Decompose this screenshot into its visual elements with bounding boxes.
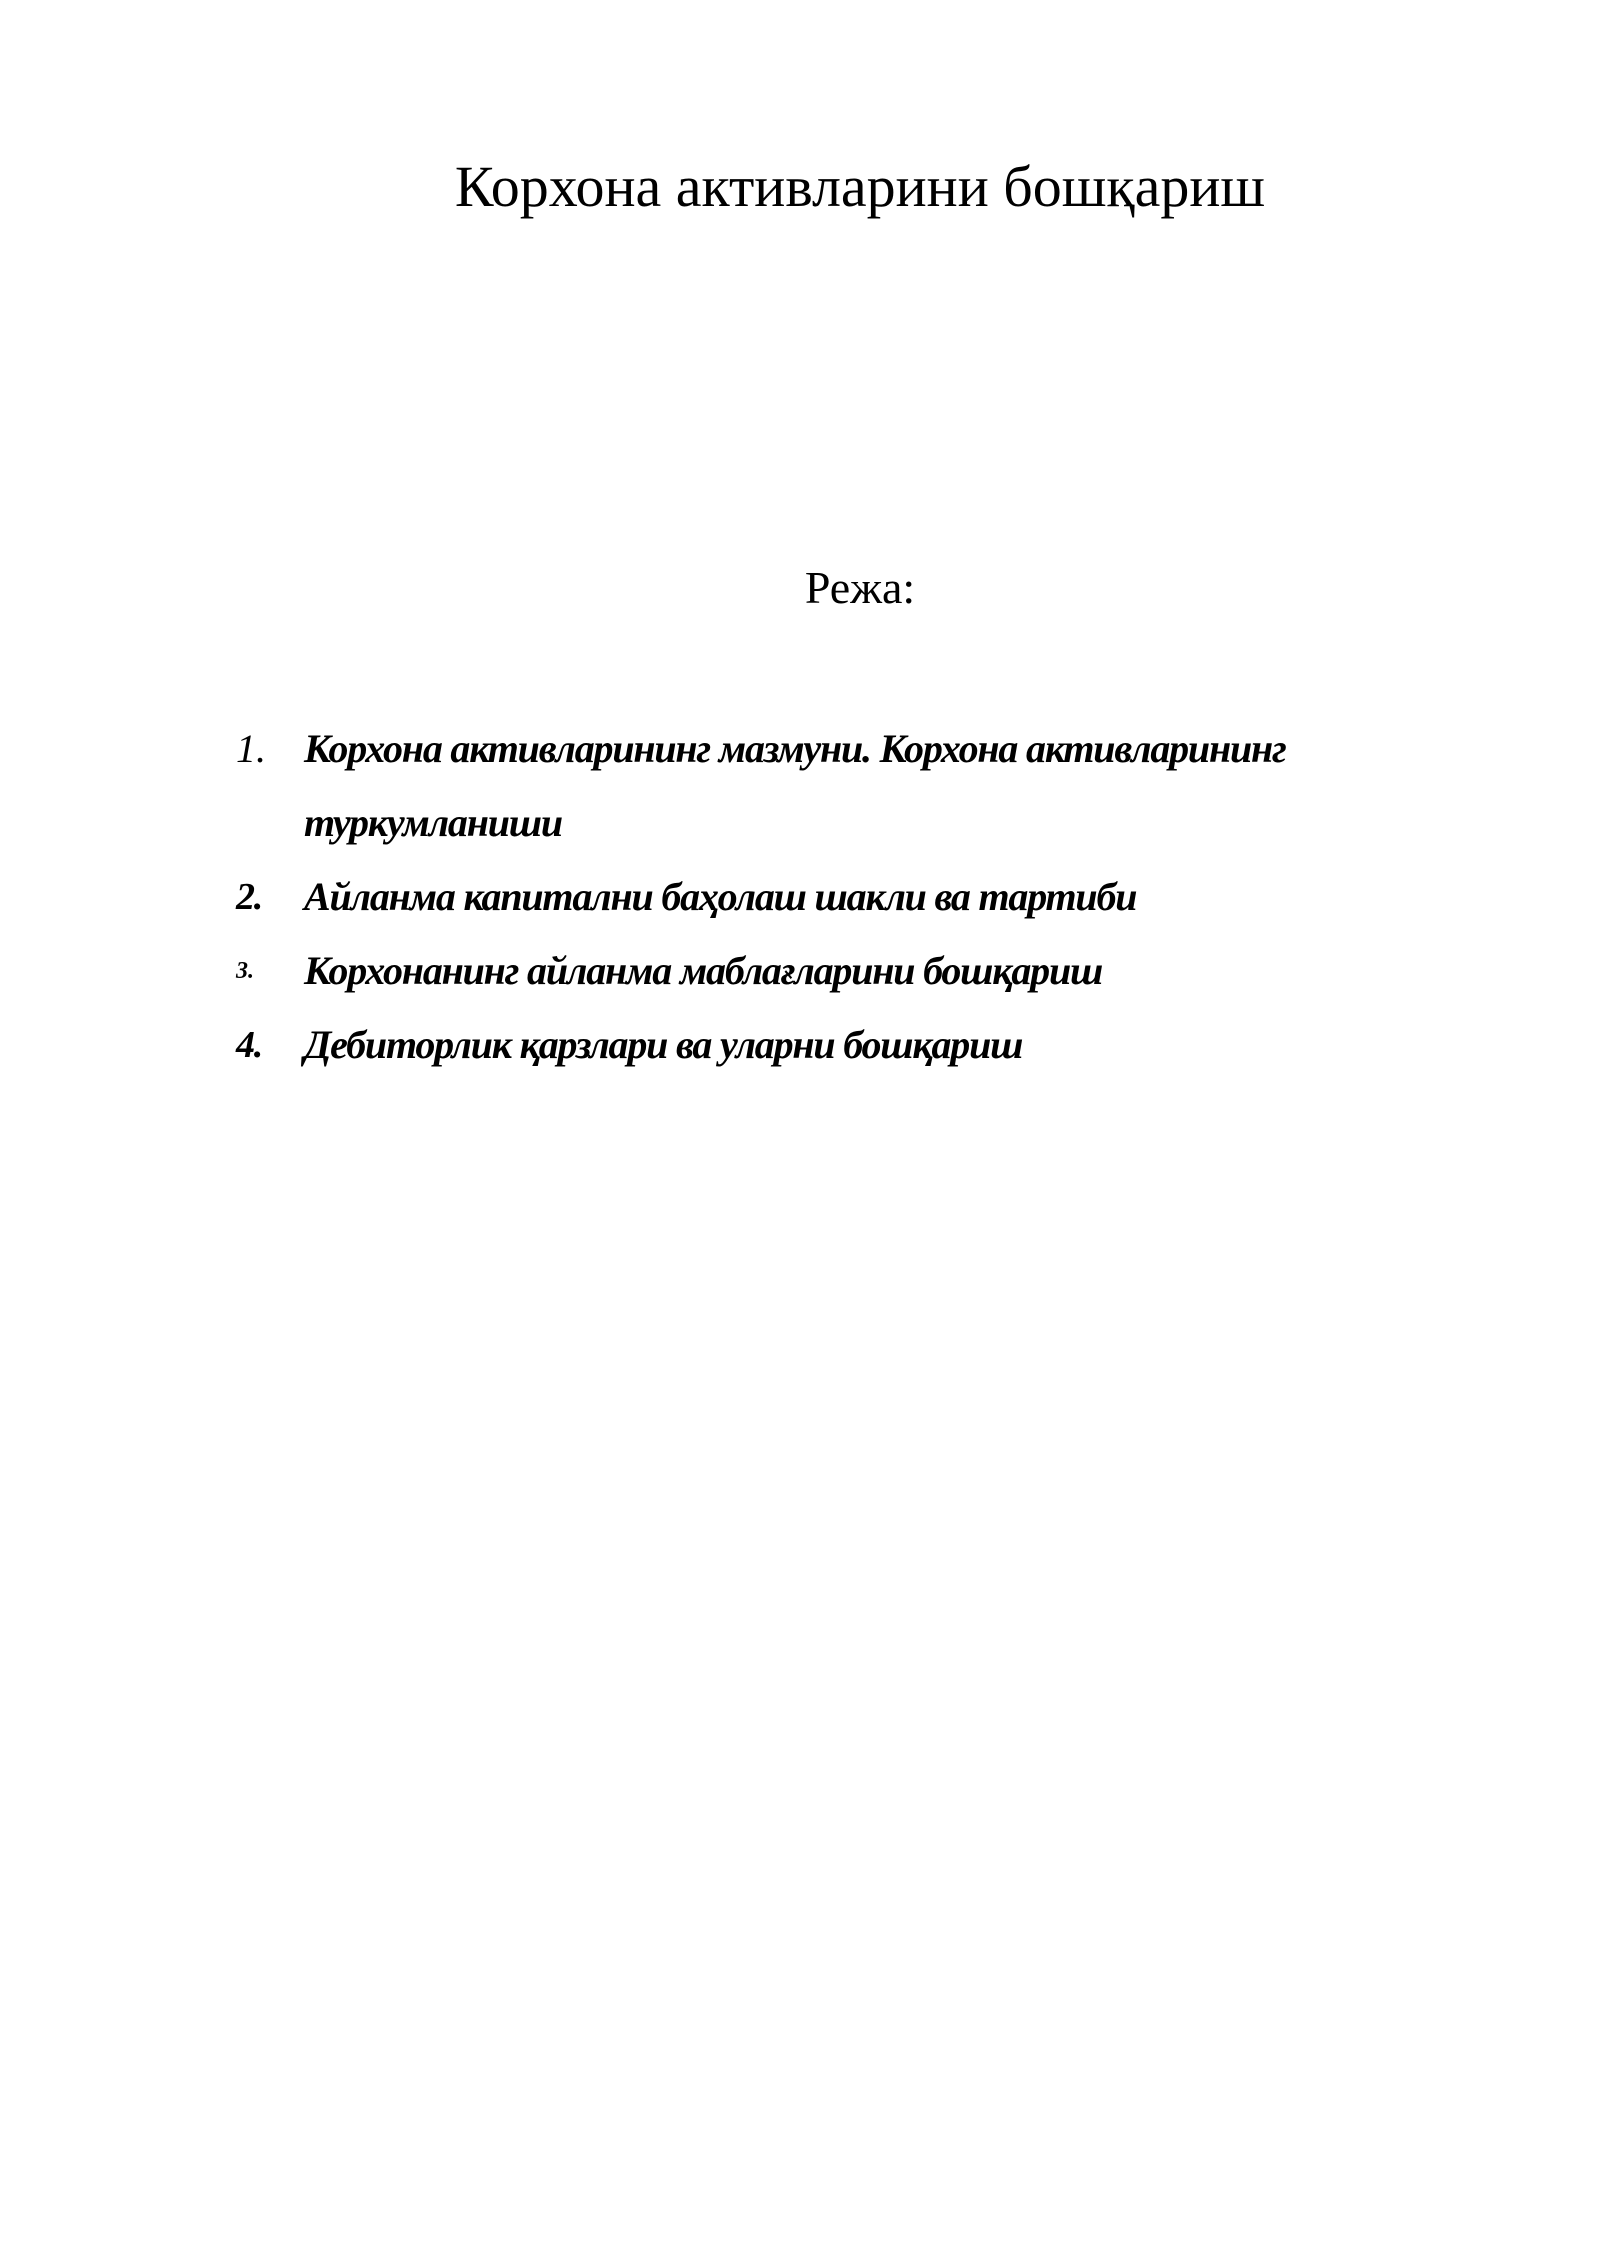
plan-item-number: 1. [236,726,266,771]
plan-list [236,712,1466,1082]
plan-item-2 [236,860,1466,934]
plan-item-number: 2. [236,876,263,918]
plan-item-1 [236,712,1466,860]
plan-item-text: Корхонанинг айланма маблағларини бошқариш [304,948,1103,993]
plan-heading: Режа: [804,562,916,613]
plan-item-text: Айланма капитални баҳолаш шакли ва тартиби [304,874,1137,919]
plan-item-4 [236,1008,1466,1082]
plan-item-number: 3. [236,958,254,984]
page-title: Корхона активларини бошқариш [454,154,1266,219]
plan-item-number: 4. [236,1024,263,1066]
plan-item-3 [236,934,1466,1008]
plan-item-text: Дебиторлик қарзлари ва уларни бошқариш [304,1022,1023,1067]
plan-item-text: Корхона активларининг мазмуни. Корхона активларининг туркумланиши [304,726,1286,845]
